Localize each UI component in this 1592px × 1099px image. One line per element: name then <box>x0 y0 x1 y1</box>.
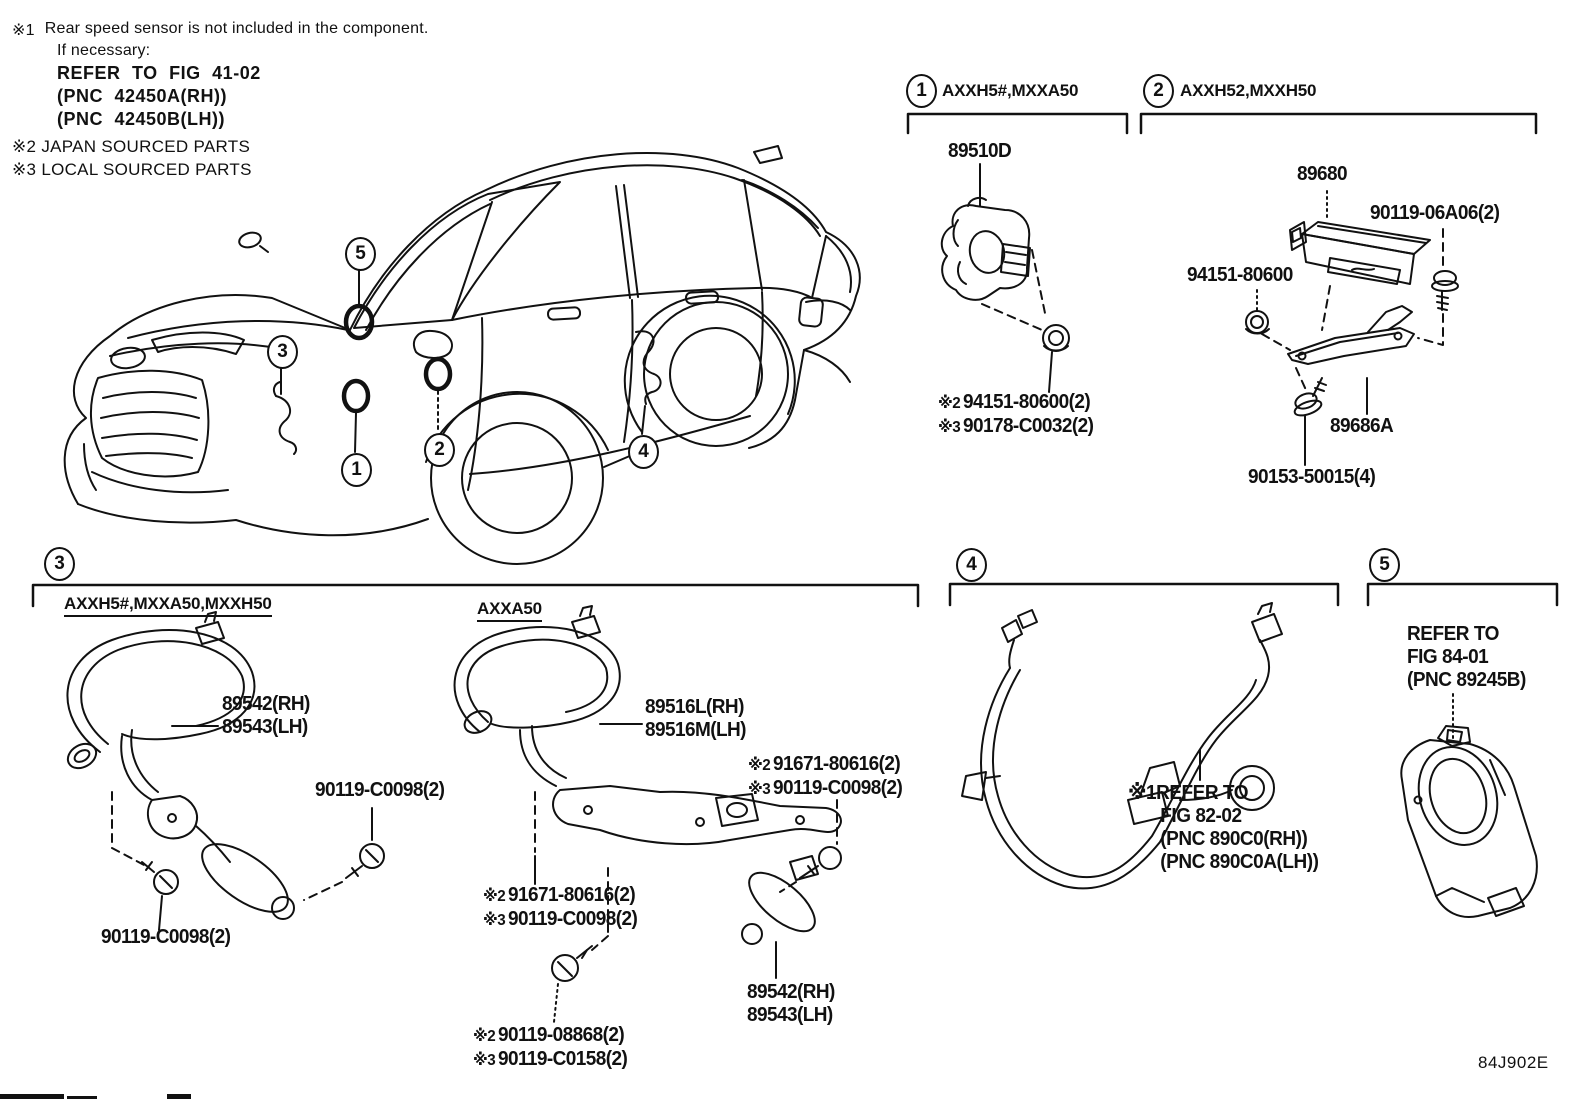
ref-mark-2: ※2 <box>748 757 771 774</box>
note-ref1-text: Rear speed sensor is not included in the component. <box>44 20 429 37</box>
part-label-90119-c0098-bottom: 90119-C0098(2) <box>101 926 231 948</box>
section5-callout: 5 <box>1369 548 1400 582</box>
part-label-90178-c0032 <box>938 415 1093 439</box>
note-ref1 <box>12 20 428 40</box>
part-label-pair1 <box>748 753 902 801</box>
part-label-89680: 89680 <box>1297 163 1347 185</box>
ref-mark-2: ※2 <box>483 888 506 905</box>
section3-models-left: AXXH5#,MXXA50,MXXH50 <box>64 594 272 617</box>
part-label-94151-80600 <box>938 391 1093 415</box>
ref-mark-2: ※2 <box>938 395 961 412</box>
part-number: 94151-80600(2) <box>962 391 1091 413</box>
section5-refer-note <box>1407 623 1526 692</box>
refer-line1: REFER TO <box>1407 623 1499 645</box>
part-number-lh: 89543(LH) <box>747 1004 833 1026</box>
section3-middle-sensor-drawing <box>455 606 841 1022</box>
part-number: 90119-C0098(2) <box>507 908 638 930</box>
part-number: 90119-C0158(2) <box>497 1048 628 1070</box>
section3-models-right: AXXA50 <box>477 599 542 622</box>
ref-mark-3: ※3 <box>938 419 961 436</box>
part-label-89510d: 89510D <box>948 140 1012 162</box>
note-ref3: ※3 LOCAL SOURCED PARTS <box>12 160 252 179</box>
part-number-rh: 89542(RH) <box>747 981 835 1003</box>
section4-refer-note <box>1128 782 1318 874</box>
note-ref2: ※2 JAPAN SOURCED PARTS <box>12 137 251 156</box>
car-callout-2: 2 <box>424 433 455 467</box>
section1-callout: 1 <box>906 74 937 108</box>
refer-line2: FIG 82-02 <box>1160 805 1242 827</box>
part-label-90119-06a06: 90119-06A06(2) <box>1370 202 1500 224</box>
part-label-91671-80616 <box>748 753 902 777</box>
part-number-lh: 89543(LH) <box>222 716 308 738</box>
part-label-s1-fixings <box>938 391 1093 439</box>
part-number: 90119-C0098(2) <box>772 777 903 799</box>
ref-mark-1: ※1 <box>1128 782 1157 804</box>
part-label-94151-80600-s2: 94151-80600 <box>1187 264 1293 286</box>
part-number-lh: 89516M(LH) <box>645 719 746 741</box>
part-number: 90178-C0032(2) <box>962 415 1094 437</box>
note-ref1-pnc-lh: (PNC 42450B(LH)) <box>57 109 226 129</box>
section1-front-speed-sensor-drawing <box>942 164 1069 392</box>
car-callout-4: 4 <box>628 435 659 469</box>
part-number: 90119-08868(2) <box>497 1024 625 1046</box>
section4-callout: 4 <box>956 548 987 582</box>
note-ref1-prefix: ※1 <box>12 22 35 39</box>
diagram-code: 84J902E <box>1478 1053 1549 1072</box>
part-label-90119-c0098 <box>748 777 902 801</box>
cropped-text-artifact <box>0 1094 64 1099</box>
part-label-89516 <box>645 696 746 742</box>
part-label-89686a: 89686A <box>1330 415 1394 437</box>
refer-line3: (PNC 890C0(RH)) <box>1160 828 1308 850</box>
car-callout-1: 1 <box>341 453 372 487</box>
part-label-pair3 <box>473 1024 627 1072</box>
part-number: 91671-80616(2) <box>772 753 901 775</box>
cropped-text-artifact <box>167 1094 191 1099</box>
part-number-rh: 89516L(RH) <box>645 696 744 718</box>
section3-left-sensor-drawing <box>64 612 384 930</box>
part-label-91671-80616 <box>483 884 637 908</box>
part-number-rh: 89542(RH) <box>222 693 310 715</box>
part-number: 91671-80616(2) <box>507 884 636 906</box>
car-callout-5: 5 <box>345 237 376 271</box>
section5-sensor-drawing <box>1401 694 1537 917</box>
ref-mark-3: ※3 <box>748 781 771 798</box>
note-ref1-pnc-rh: (PNC 42450A(RH)) <box>57 86 228 106</box>
part-label-89542-mid <box>747 981 835 1027</box>
refer-line3: (PNC 89245B) <box>1407 669 1526 691</box>
ref-mark-3: ※3 <box>473 1052 496 1069</box>
section2-callout: 2 <box>1143 74 1174 108</box>
part-label-90119-c0158 <box>473 1048 627 1072</box>
refer-line1 <box>1128 782 1318 805</box>
refer-line4: (PNC 890C0A(LH)) <box>1160 851 1319 873</box>
note-ref1-line2: If necessary: <box>57 42 151 59</box>
section2-models: AXXH52,MXXH50 <box>1180 81 1317 100</box>
car-illustration <box>65 146 860 564</box>
note-ref1-fig: REFER TO FIG 41-02 <box>57 63 261 83</box>
part-label-89542-left <box>222 693 310 739</box>
ref-mark-3: ※3 <box>483 912 506 929</box>
part-label-90119-08868 <box>473 1024 627 1048</box>
part-label-90119-c0098-right: 90119-C0098(2) <box>315 779 445 801</box>
section1-models: AXXH5#,MXXA50 <box>942 81 1079 100</box>
part-label-90153-50015: 90153-50015(4) <box>1248 466 1376 488</box>
refer-line2: FIG 84-01 <box>1407 646 1489 668</box>
part-label-pair2 <box>483 884 637 932</box>
section3-callout: 3 <box>44 547 75 581</box>
car-callout-3: 3 <box>267 335 298 369</box>
part-label-90119-c0098 <box>483 908 637 932</box>
ref-mark-2: ※2 <box>473 1028 496 1045</box>
refer-text: REFER TO <box>1156 782 1249 804</box>
